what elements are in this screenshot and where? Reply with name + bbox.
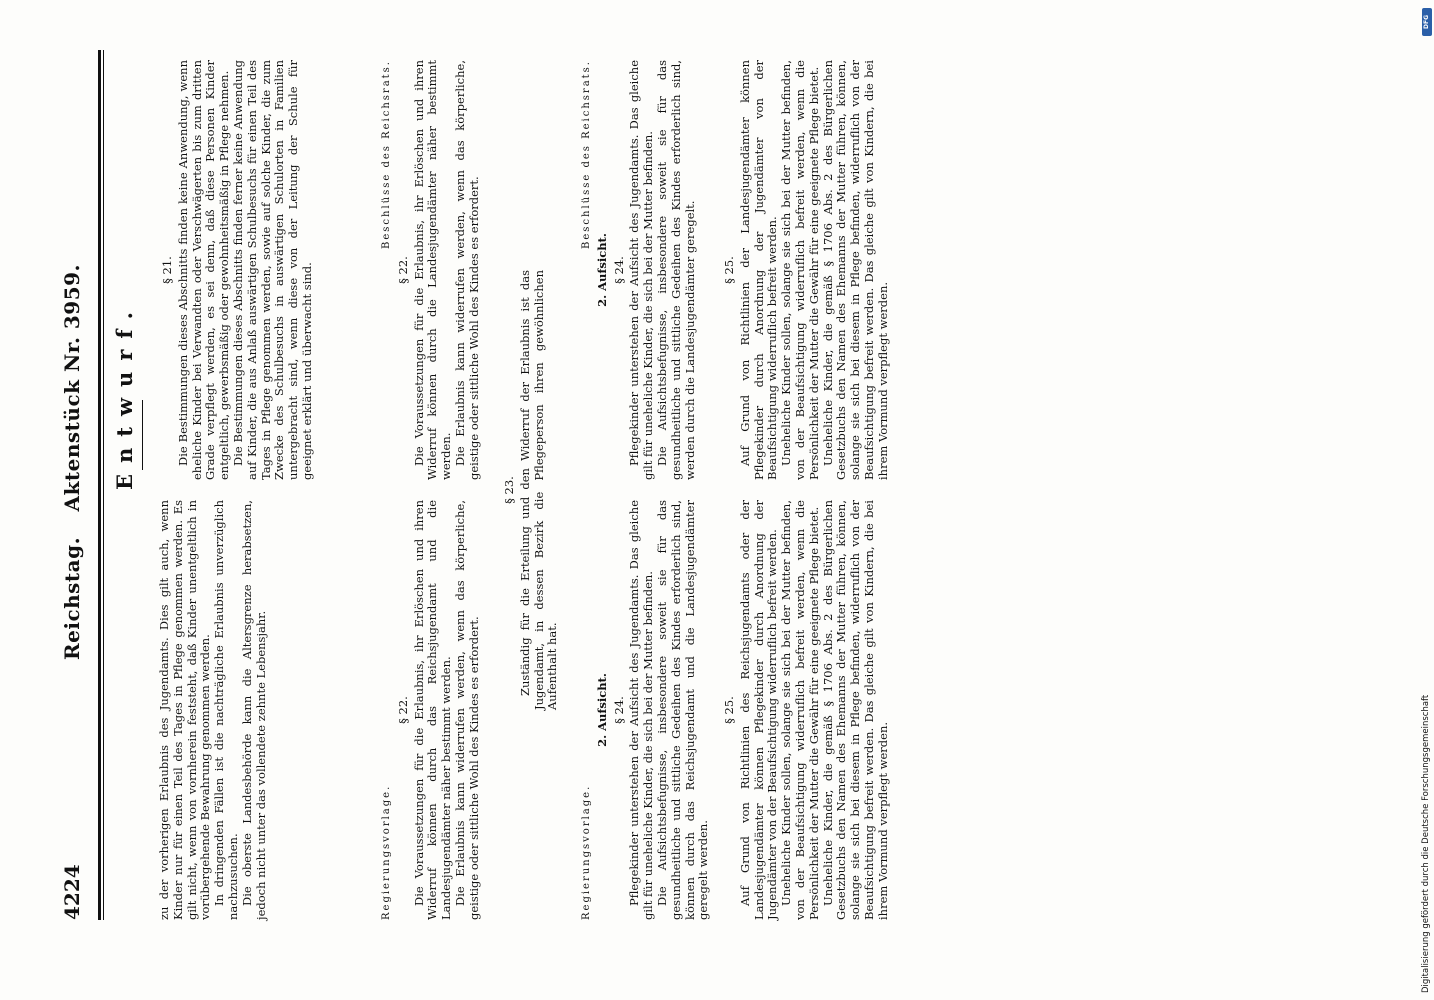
paragraph: zu der vorherigen Erlaubnis des Jugendamts. Dies gilt auch, wenn Kinder nur für einen Teil des Tages in Pflege genommen werden. Es gilt nicht, wenn von vornherein feststeht, daß Kinder unentgeltlich in vorübergehende Bewahrung genommen werden.: [157, 500, 213, 920]
column-label-beschluesse: Beschlüsse des Reichsrats.: [581, 60, 592, 249]
paragraph: Auf Grund von Richtlinien des Reichsjugendamts oder der Landesjugendämter können Pflegekinder durch Anordnung der Jugendämter von der Beaufsichtigung widerruflich befreit werden.: [737, 500, 780, 920]
paragraph: Die Voraussetzungen für die Erlaubnis, ihr Erlöschen und ihren Widerruf können durch das Reichsjugendamt und die Landesjugendämter näher bestimmt werden.: [411, 500, 454, 920]
section-heading-21: § 21.: [160, 256, 174, 284]
top-right-column: [158, 60, 315, 480]
paragraph: Uneheliche Kinder, die gemäß § 1706 Abs. 2 des Bürgerlichen Gesetzbuchs den Namen des Ehemanns der Mutter führen, können, solange sie sich bei diesem in Pflege befinden, widerruflich von der Beaufsichtigung befreit werden. Das gleiche gilt von Kindern, die bei ihrem Vormund verpflegt werden.: [820, 500, 890, 920]
section-heading-24: § 24.: [611, 696, 626, 724]
page-header: [60, 60, 94, 920]
paragraph: Die Voraussetzungen für die Erlaubnis, ihr Erlöschen und ihren Widerruf können durch die Landesjugendämter näher bestimmt werden.: [411, 60, 454, 480]
digitization-footer: [1420, 0, 1434, 1000]
s24-right-column: [580, 60, 697, 480]
header-rule-thick: [98, 50, 101, 920]
paragraph: Pflegekinder unterstehen der Aufsicht des Jugendamts. Das gleiche gilt für uneheliche Kinder, die sich bei der Mutter befinden.: [627, 500, 656, 920]
paragraph: In dringenden Fällen ist die nachträgliche Erlaubnis unverzüglich nachzusuchen.: [212, 500, 240, 920]
page-number: 4224: [60, 864, 84, 920]
dfg-logo-text: DFG: [1423, 15, 1430, 30]
paragraph: Die Aufsichtsbefugnisse, insbesondere soweit sie für das gesundheitliche und sittliche Gedeihen des Kindes erforderlich sind, können durch das Reichsjugendamt und die Landesjugendämter geregelt werden.: [654, 500, 711, 920]
paragraph: Die Bestimmungen dieses Abschnitts finden keine Anwendung, wenn eheliche Kinder bei Verwandten oder Verschwägerten bis zum dritten Grade verpflegt werden, es sei denn, daß diese Personen Kinder entgeltlich, gewerbsmäßig oder gewohnheitsmäßig in Pflege nehmen.: [175, 60, 232, 480]
s22-right-column: [380, 60, 482, 480]
section-heading-23: § 23.: [502, 476, 516, 504]
column-label-regierungsvorlage: Regierungsvorlage.: [581, 784, 592, 920]
column-label-regierungsvorlage: Regierungsvorlage.: [381, 784, 392, 920]
rotated-page-content: [0, 20, 1400, 960]
paragraph: Pflegekinder unterstehen der Aufsicht des Jugendamts. Das gleiche gilt für uneheliche Kinder, die sich bei der Mutter befinden.: [627, 60, 656, 480]
paragraph: Die Erlaubnis kann widerrufen werden, wenn das körperliche, geistige oder sittliche Wohl des Kindes es erfordert.: [452, 60, 481, 480]
paragraph: Die Aufsichtsbefugnisse, insbesondere soweit sie für das gesundheitliche und sittliche Gedeihen des Kindes erforderlich sind, werden durch die Landesjugendämter geregelt.: [654, 60, 697, 480]
section-heading-24: § 24.: [611, 256, 626, 284]
s25-right-column: [720, 60, 891, 480]
running-head-left: Reichstag.: [60, 536, 84, 660]
running-head-right: Aktenstück Nr. 3959.: [60, 264, 84, 512]
top-left-column: [158, 500, 268, 920]
section-heading-22: § 22.: [395, 256, 410, 284]
digitization-credit: Digitalisierung gefördert durch die Deutsche Forschungsgemeinschaft: [1421, 694, 1431, 993]
paragraph: Zuständig für die Erteilung und den Widerruf der Erlaubnis ist das Jugendamt, in dessen Bezirk die Pflegeperson ihren gewöhnlichen Aufenthalt hat.: [517, 270, 560, 710]
s25-left-column: [720, 500, 891, 920]
section-heading-25: § 25.: [722, 256, 736, 284]
header-rule-thin: [103, 50, 104, 920]
section-heading-22: § 22.: [395, 696, 410, 724]
page-title: Entwurf.: [112, 301, 137, 490]
s22-left-column: [380, 500, 482, 920]
paragraph: Die Bestimmungen dieses Abschnitts finden ferner keine Anwendung auf Kinder, die aus Anlaß auswärtigen Schulbesuchs für einen Teil des Tages in Pflege genommen werden, sowie auf solche Kinder, die zum Zwecke des Schulbesuchs in auswärtigen Schulorten in Familien untergebracht sind, wenn diese von der Leitung der Schule für geeignet erklärt und überwacht sind.: [230, 60, 314, 480]
column-label-beschluesse: Beschlüsse des Reichsrats.: [381, 60, 392, 249]
section-heading-25: § 25.: [722, 696, 736, 724]
paragraph: Uneheliche Kinder sollen, solange sie sich bei der Mutter befinden, von der Beaufsichtigung widerruflich befreit werden, wenn die Persönlichkeit der Mutter die Gewähr für eine geeignete Pflege bietet.: [779, 60, 821, 480]
paragraph: Auf Grund von Richtlinien der Landesjugendämter können Pflegekinder durch Anordnung der Jugendämter von der Beaufsichtigung widerruflich befreit werden.: [737, 60, 780, 480]
subheading-aufsicht: 2. Aufsicht.: [594, 233, 609, 307]
paragraph: Die oberste Landesbehörde kann die Altersgrenze herabsetzen, jedoch nicht unter das vollendete zehnte Lebensjahr.: [239, 500, 268, 920]
s23-block: [500, 270, 560, 710]
s24-left-column: [580, 500, 711, 920]
paragraph: Uneheliche Kinder sollen, solange sie sich bei der Mutter befinden, von der Beaufsichtigung widerruflich befreit werden, wenn die Persönlichkeit der Mutter die Gewähr für eine geeignete Pflege bietet.: [779, 500, 821, 920]
title-rule: [142, 400, 143, 470]
paragraph: Uneheliche Kinder, die gemäß § 1706 Abs. 2 des Bürgerlichen Gesetzbuchs den Namen des Ehemanns der Mutter führen, können, solange sie sich bei diesem in Pflege befinden, widerruflich von der Beaufsichtigung befreit werden. Das gleiche gilt von Kindern, die bei ihrem Vormund verpflegt werden.: [820, 60, 890, 480]
subheading-aufsicht: 2. Aufsicht.: [594, 673, 609, 747]
running-head: [60, 246, 84, 660]
paragraph: Die Erlaubnis kann widerrufen werden, wenn das körperliche, geistige oder sittliche Wohl des Kindes es erfordert.: [452, 500, 481, 920]
